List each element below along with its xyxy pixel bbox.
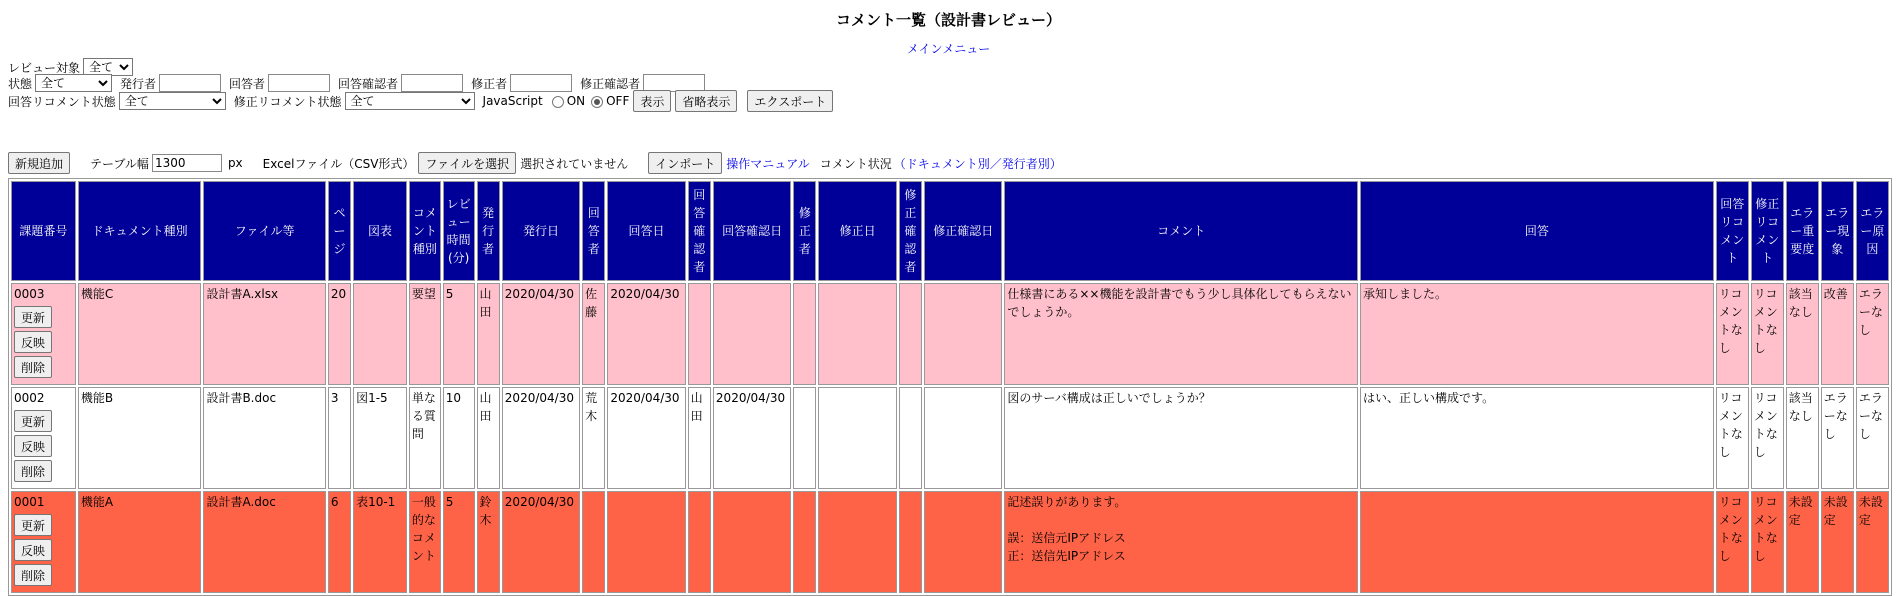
header-error-severity: エラー重要度: [1786, 181, 1819, 281]
figure-cell: 表10-1: [353, 491, 407, 593]
header-doc-type: ドキュメント種別: [78, 181, 202, 281]
issuer-label: 発行者: [120, 76, 157, 91]
header-issue-date: 発行日: [502, 181, 580, 281]
update-button[interactable]: 更新: [14, 306, 52, 328]
error-symptom-cell: 未設定: [1821, 491, 1854, 593]
answerer-cell: [582, 491, 605, 593]
id-cell: [11, 283, 76, 385]
table-row: [11, 283, 1889, 385]
answer-date-cell: 2020/04/30: [607, 387, 685, 489]
figure-cell: 図1-5: [353, 387, 407, 489]
header-answerer: 回答者: [582, 181, 605, 281]
fix-check-date-cell: [924, 491, 1002, 593]
review-time-cell: 5: [443, 283, 475, 385]
issue-id: 0002: [14, 391, 45, 405]
file-cell: 設計書A.xlsx: [203, 283, 325, 385]
answerer-cell: 荒木: [582, 387, 605, 489]
javascript-label: JavaScript: [482, 94, 543, 108]
brief-show-button[interactable]: 省略表示: [675, 90, 737, 112]
answer-date-cell: 2020/04/30: [607, 283, 685, 385]
import-button[interactable]: インポート: [648, 152, 722, 174]
fix-date-cell: [818, 387, 896, 489]
header-error-cause: エラー原因: [1856, 181, 1889, 281]
header-answer: 回答: [1360, 181, 1714, 281]
export-button[interactable]: エクスポート: [747, 90, 833, 112]
header-fix-checker: 修正確認者: [899, 181, 922, 281]
review-time-cell: 5: [443, 491, 475, 593]
comment-line: 正：送信先IPアドレス: [1007, 549, 1126, 563]
error-severity-cell: 該当なし: [1786, 387, 1819, 489]
error-symptom-cell: エラーなし: [1821, 387, 1854, 489]
fix-checker-cell: [899, 283, 922, 385]
answerer-cell: 佐藤: [582, 283, 605, 385]
file-cell: 設計書A.doc: [203, 491, 325, 593]
page-cell: 6: [328, 491, 351, 593]
issue-date-cell: 2020/04/30: [502, 283, 580, 385]
fix-check-date-cell: [924, 387, 1002, 489]
fix-date-cell: [818, 491, 896, 593]
header-fix-date: 修正日: [818, 181, 896, 281]
answer-checker-cell: [688, 491, 711, 593]
new-button[interactable]: 新規追加: [8, 152, 70, 174]
header-comment: コメント: [1004, 181, 1358, 281]
issuer-cell: 鈴木: [477, 491, 500, 593]
comment-type-cell: 単なる質問: [409, 387, 441, 489]
header-review-time: レビュー時間(分): [443, 181, 475, 281]
header-id: 課題番号: [11, 181, 76, 281]
by-document-link[interactable]: （ドキュメント別: [893, 156, 990, 171]
comment-table: [8, 178, 1892, 596]
answer-cell: [1360, 491, 1714, 593]
update-button[interactable]: 更新: [14, 514, 52, 536]
answer-check-date-cell: 2020/04/30: [713, 387, 791, 489]
header-error-symptom: エラー現象: [1821, 181, 1854, 281]
issuer-cell: 山田: [477, 387, 500, 489]
fixer-label: 修正者: [471, 76, 508, 91]
error-cause-cell: 未設定: [1856, 491, 1889, 593]
issue-date-cell: 2020/04/30: [502, 491, 580, 593]
fix-comment-status-label: 修正リコメント状態: [233, 94, 342, 109]
comment-type-cell: 一般的なコメント: [409, 491, 441, 593]
answer-comment-status-label: 回答リコメント状態: [8, 94, 116, 109]
table-row: [11, 387, 1889, 489]
answer-comment-status-select[interactable]: [119, 92, 226, 110]
delete-button[interactable]: 削除: [14, 356, 52, 378]
answer-checker-label: 回答確認者: [338, 76, 399, 91]
fixer-cell: [793, 387, 816, 489]
id-cell: [11, 387, 76, 489]
page-title: コメント一覧（設計書レビュー）: [835, 11, 1061, 29]
apply-button[interactable]: 反映: [14, 435, 52, 457]
figure-cell: [353, 283, 407, 385]
header-answer-checker: 回答確認者: [688, 181, 711, 281]
fix-checker-label: 修正確認者: [580, 76, 641, 91]
issue-id: 0003: [14, 287, 45, 301]
fixer-cell: [793, 283, 816, 385]
js-on-radio[interactable]: [552, 96, 564, 108]
header-answer-recomment: 回答リコメント: [1716, 181, 1749, 281]
fixer-cell: [793, 491, 816, 593]
answer-date-cell: [607, 491, 685, 593]
header-comment-type: コメント種別: [409, 181, 441, 281]
page-cell: 3: [328, 387, 351, 489]
error-cause-cell: エラーなし: [1856, 283, 1889, 385]
review-time-cell: 10: [443, 387, 475, 489]
fix-recomment-cell: リコメントなし: [1751, 491, 1784, 593]
manual-link[interactable]: 操作マニュアル: [726, 156, 810, 171]
comment-type-cell: 要望: [409, 283, 441, 385]
header-fix-check-date: 修正確認日: [924, 181, 1002, 281]
fix-checker-cell: [899, 387, 922, 489]
link-separator: ／: [989, 156, 1002, 171]
table-row: [11, 491, 1889, 593]
comment-cell: 図のサーバ構成は正しいでしょうか？: [1004, 387, 1358, 489]
header-fix-recomment: 修正リコメント: [1751, 181, 1784, 281]
error-severity-cell: 未設定: [1786, 491, 1819, 593]
comment-line: 記述誤りがあります。: [1007, 495, 1127, 509]
excel-label: Excelファイル（CSV形式）: [262, 156, 415, 171]
fix-comment-status-select[interactable]: [345, 92, 475, 110]
delete-button[interactable]: 削除: [14, 564, 52, 586]
answer-cell: はい、正しい構成です。: [1360, 387, 1714, 489]
table-header-row: [11, 181, 1889, 281]
fix-date-cell: [818, 283, 896, 385]
doc-type-cell: 機能A: [78, 491, 202, 593]
answer-check-date-cell: [713, 283, 791, 385]
js-off-label: OFF: [606, 94, 630, 108]
table-width-field[interactable]: [152, 154, 222, 172]
answer-checker-cell: [688, 283, 711, 385]
status-label: 状態: [8, 76, 33, 91]
header-answer-date: 回答日: [607, 181, 685, 281]
header-fixer: 修正者: [793, 181, 816, 281]
issuer-cell: 山田: [477, 283, 500, 385]
main-menu-link[interactable]: メインメニュー: [906, 42, 991, 56]
comment-cell: 仕様書にある××機能を設計書でもう少し具体化してもらえないでしょうか。: [1004, 283, 1358, 385]
comment-line: 誤：送信元IPアドレス: [1007, 531, 1126, 545]
table-width-label: テーブル幅: [90, 156, 149, 171]
review-target-label: レビュー対象: [8, 60, 81, 75]
answer-check-date-cell: [713, 491, 791, 593]
fix-recomment-cell: リコメントなし: [1751, 387, 1784, 489]
header-issuer: 発行者: [477, 181, 500, 281]
file-cell: 設計書B.doc: [203, 387, 325, 489]
issue-id: 0001: [14, 495, 45, 509]
answer-cell: 承知しました。: [1360, 283, 1714, 385]
header-answer-check-date: 回答確認日: [713, 181, 791, 281]
header-page: ページ: [328, 181, 351, 281]
header-file: ファイル等: [203, 181, 325, 281]
header-figure: 図表: [353, 181, 407, 281]
comment-cell: [1004, 491, 1358, 593]
doc-type-cell: 機能B: [78, 387, 202, 489]
id-cell: [11, 491, 76, 593]
doc-type-cell: 機能C: [78, 283, 202, 385]
apply-button[interactable]: 反映: [14, 539, 52, 561]
choose-file-button[interactable]: ファイルを選択: [418, 152, 516, 174]
error-symptom-cell: 改善: [1821, 283, 1854, 385]
js-on-label: ON: [566, 94, 586, 108]
fix-recomment-cell: リコメントなし: [1751, 283, 1784, 385]
error-severity-cell: 該当なし: [1786, 283, 1819, 385]
answer-recomment-cell: リコメントなし: [1716, 387, 1749, 489]
page-cell: 20: [328, 283, 351, 385]
comment-status-label: コメント状況: [819, 156, 892, 171]
no-file-text: 選択されていません: [520, 156, 629, 171]
answer-recomment-cell: リコメントなし: [1716, 491, 1749, 593]
update-button[interactable]: 更新: [14, 410, 52, 432]
answer-checker-cell: 山田: [688, 387, 711, 489]
answerer-label: 回答者: [229, 76, 266, 91]
js-off-radio[interactable]: [591, 96, 603, 108]
apply-button[interactable]: 反映: [14, 331, 52, 353]
issue-date-cell: 2020/04/30: [502, 387, 580, 489]
answer-recomment-cell: リコメントなし: [1716, 283, 1749, 385]
error-cause-cell: エラーなし: [1856, 387, 1889, 489]
px-label: px: [227, 156, 243, 170]
fix-check-date-cell: [924, 283, 1002, 385]
fix-checker-cell: [899, 491, 922, 593]
by-issuer-link[interactable]: 発行者別）: [1001, 156, 1062, 171]
delete-button[interactable]: 削除: [14, 460, 52, 482]
show-button[interactable]: 表示: [633, 90, 671, 112]
